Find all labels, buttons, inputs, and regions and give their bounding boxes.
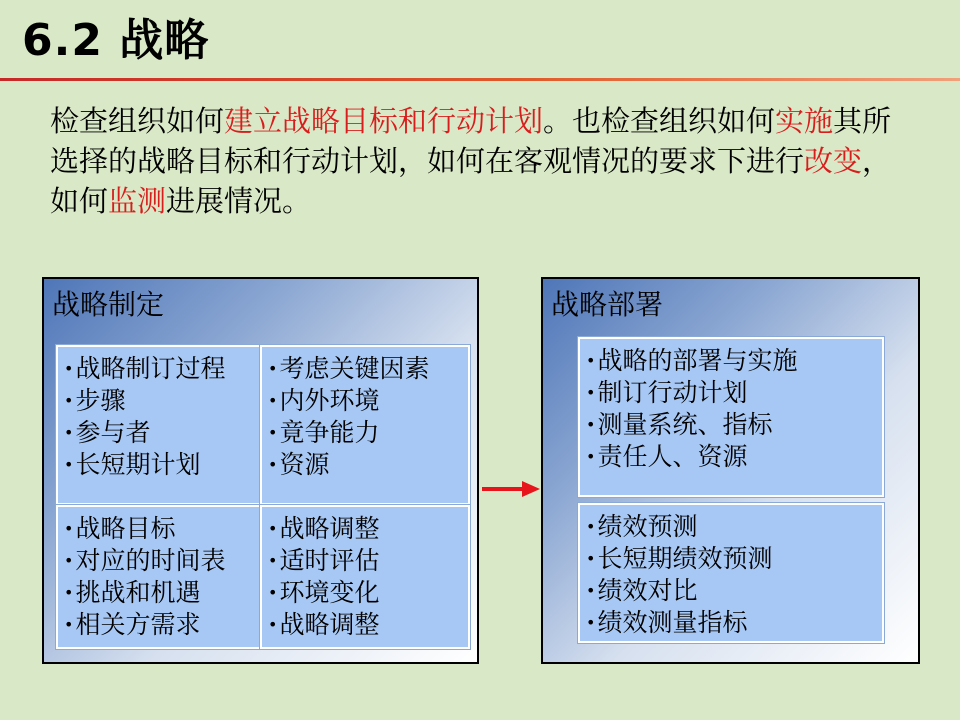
list-item: • 战略制订过程: [64, 353, 260, 385]
formulation-box-objectives: [56, 505, 262, 649]
list-item: • 长短期计划: [64, 449, 260, 481]
list-item: • 绩效测量指标: [586, 607, 882, 639]
list-item: • 战略目标: [64, 513, 260, 545]
right-arrow-icon: [482, 479, 542, 499]
panel-title: 战略部署: [551, 288, 664, 321]
intro-text: ，如何: [50, 144, 892, 218]
list-item: • 适时评估: [268, 545, 468, 577]
intro-text: 检查组织如何: [50, 104, 225, 138]
intro-text: 。也检查组织如何: [543, 104, 776, 138]
intro-paragraph: [50, 101, 920, 221]
intro-highlight-monitor: 监测: [108, 184, 167, 218]
formulation-box-process: [56, 345, 262, 505]
intro-text: 其所选择的战略目标和行动计划，如何在客观情况的要求下进行: [50, 104, 892, 178]
list-item: • 战略调整: [268, 609, 468, 641]
list-item: • 竟争能力: [268, 417, 468, 449]
list-item: • 相关方需求: [64, 609, 260, 641]
list-item: • 测量系统、指标: [586, 409, 882, 441]
list-item: • 资源: [268, 449, 468, 481]
intro-text: 进展情况。: [166, 184, 312, 218]
list-item: • 环境变化: [268, 577, 468, 609]
list-item: • 内外环境: [268, 385, 468, 417]
formulation-box-adjustment: [260, 505, 470, 649]
list-item: • 责任人、资源: [586, 441, 882, 473]
list-item: • 绩效对比: [586, 575, 882, 607]
panel-title: 战略制定: [52, 288, 165, 321]
formulation-box-factors: [260, 345, 470, 505]
intro-highlight-implement: 实施: [775, 104, 834, 138]
intro-highlight-change: 改变: [804, 144, 863, 178]
list-item: • 步骤: [64, 385, 260, 417]
intro-highlight-establish: 建立战略目标和行动计划: [224, 104, 544, 138]
list-item: • 对应的时间表: [64, 545, 260, 577]
slide-title: 6.2 战略: [22, 15, 210, 66]
list-item: • 战略调整: [268, 513, 468, 545]
list-item: • 考虑关键因素: [268, 353, 468, 385]
deployment-box-performance: [578, 503, 884, 643]
strategy-formulation-panel: [42, 277, 479, 664]
list-item: • 战略的部署与实施: [586, 345, 882, 377]
list-item: • 绩效预测: [586, 511, 882, 543]
list-item: • 挑战和机遇: [64, 577, 260, 609]
list-item: • 长短期绩效预测: [586, 543, 882, 575]
deployment-box-implementation: [578, 337, 884, 497]
list-item: • 参与者: [64, 417, 260, 449]
list-item: • 制订行动计划: [586, 377, 882, 409]
strategy-deployment-panel: [541, 277, 920, 664]
title-divider: [0, 78, 960, 81]
